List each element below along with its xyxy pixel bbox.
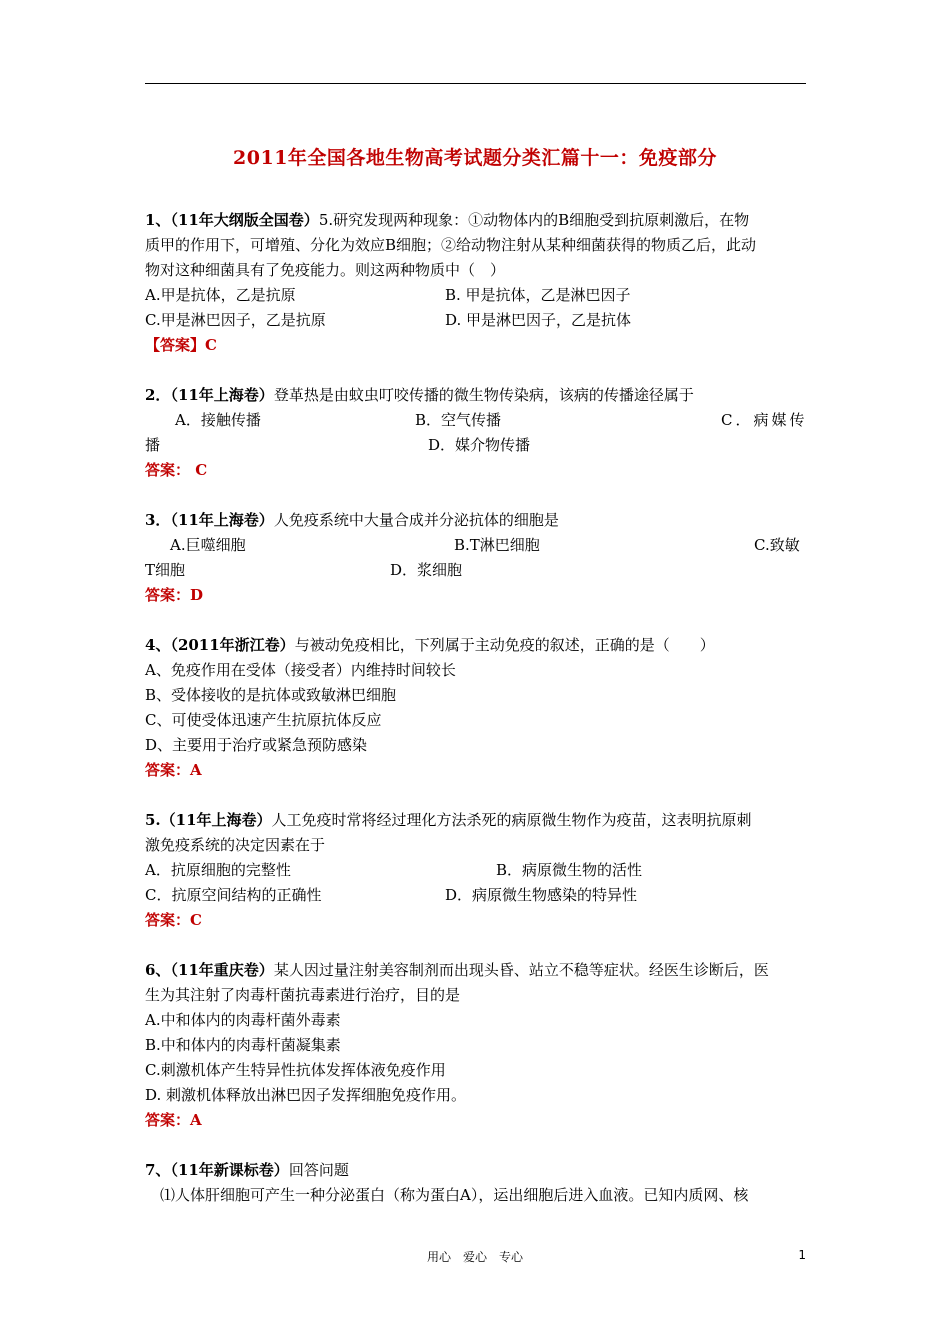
q3-option-d: D．浆细胞 bbox=[390, 561, 463, 579]
q1-option-d: D. 甲是淋巴因子，乙是抗体 bbox=[445, 311, 632, 329]
q1-answer: 【答案】C bbox=[145, 336, 217, 354]
header-rule bbox=[145, 83, 806, 84]
q6-text1: 某人因过量注射美容制剂而出现头昏、站立不稳等症状。经医生诊断后，医 bbox=[273, 961, 769, 979]
q2-answer: 答案： C bbox=[145, 461, 208, 479]
q6-line1 bbox=[145, 958, 769, 983]
q5-option-b: B．病原微生物的活性 bbox=[496, 861, 643, 879]
q6-number: 6、 bbox=[145, 961, 171, 979]
q6-option-c: C.刺激机体产生特异性抗体发挥体液免疫作用 bbox=[145, 1061, 446, 1079]
q3-source: （11年上海卷） bbox=[170, 511, 274, 529]
q5-option-a: A．抗原细胞的完整性 bbox=[145, 861, 291, 879]
q4-answer: 答案：A bbox=[145, 761, 202, 779]
q2-option-a: A．接触传播 bbox=[175, 411, 261, 429]
q6-option-b: B.中和体内的肉毒杆菌凝集素 bbox=[145, 1036, 341, 1054]
q3-text1: 人免疫系统中大量合成并分泌抗体的细胞是 bbox=[273, 511, 559, 529]
q3-answer: 答案：D bbox=[145, 586, 204, 604]
q7-line2: ⑴人体肝细胞可产生一种分泌蛋白（称为蛋白A），运出细胞后进入血液。已知内质网、核 bbox=[160, 1186, 749, 1204]
q4-line1 bbox=[145, 633, 715, 658]
q5-line1 bbox=[145, 808, 752, 833]
q6-option-a: A.中和体内的肉毒杆菌外毒素 bbox=[145, 1011, 341, 1029]
q3-option-a: A.巨噬细胞 bbox=[170, 536, 246, 554]
q7-text1: 回答问题 bbox=[288, 1161, 349, 1179]
q1-line2: 质甲的作用下，可增殖、分化为效应B细胞；②给动物注射从某种细菌获得的物质乙后，此动 bbox=[145, 236, 757, 254]
q2-text1: 登革热是由蚊虫叮咬传播的微生物传染病，该病的传播途径属于 bbox=[273, 386, 694, 404]
q5-source: （11年上海卷） bbox=[160, 811, 272, 829]
q6-answer: 答案：A bbox=[145, 1111, 202, 1129]
q3-option-b: B.T淋巴细胞 bbox=[454, 536, 540, 554]
q2-option-c-cont: 播 bbox=[145, 436, 161, 454]
q5-answer: 答案：C bbox=[145, 911, 202, 929]
q5-option-d: D．病原微生物感染的特异性 bbox=[445, 886, 638, 904]
page-title: 2011年全国各地生物高考试题分类汇篇十一：免疫部分 bbox=[233, 147, 717, 169]
q2-line1 bbox=[145, 383, 694, 408]
q5-number: 5. bbox=[145, 811, 161, 829]
q6-option-d: D. 刺激机体释放出淋巴因子发挥细胞免疫作用。 bbox=[145, 1086, 467, 1104]
q4-number: 4、 bbox=[145, 636, 171, 654]
q6-line2: 生为其注射了肉毒杆菌抗毒素进行治疗，目的是 bbox=[145, 986, 461, 1004]
q3-number: 3． bbox=[145, 511, 171, 529]
q5-text1: 人工免疫时常将经过理化方法杀死的病原微生物作为疫苗，这表明抗原刺 bbox=[271, 811, 752, 829]
q1-option-c: C.甲是淋巴因子，乙是抗原 bbox=[145, 311, 326, 329]
q1-option-b: B. 甲是抗体，乙是淋巴因子 bbox=[445, 286, 631, 304]
q3-option-c-cont: T细胞 bbox=[145, 561, 186, 579]
q7-source: （11年新课标卷） bbox=[170, 1161, 289, 1179]
q2-number: 2． bbox=[145, 386, 171, 404]
q2-option-d: D．媒介物传播 bbox=[428, 436, 531, 454]
q3-option-c: C.致敏 bbox=[754, 536, 800, 554]
q6-source: （11年重庆卷） bbox=[170, 961, 274, 979]
q7-number: 7、 bbox=[145, 1161, 171, 1179]
page-number: 1 bbox=[798, 1248, 806, 1262]
q1-option-a: A.甲是抗体，乙是抗原 bbox=[145, 286, 296, 304]
page-footer: 用心 爱心 专心 bbox=[426, 1250, 523, 1264]
q5-line2: 激免疫系统的决定因素在于 bbox=[145, 836, 326, 854]
q1-source: （11年大纲版全国卷） bbox=[170, 211, 319, 229]
q4-option-b: B、受体接收的是抗体或致敏淋巴细胞 bbox=[145, 686, 397, 704]
q2-source: （11年上海卷） bbox=[170, 386, 274, 404]
q4-option-c: C、可使受体迅速产生抗原抗体反应 bbox=[145, 711, 382, 729]
q2-option-c: C．病媒传 bbox=[721, 411, 808, 429]
q1-line1 bbox=[145, 208, 749, 233]
q4-text1: 与被动免疫相比，下列属于主动免疫的叙述，正确的是（ ） bbox=[294, 636, 715, 654]
q3-line1 bbox=[145, 508, 559, 533]
q4-option-d: D、主要用于治疗或紧急预防感染 bbox=[145, 736, 368, 754]
q1-line3: 物对这种细菌具有了免疫能力。则这两种物质中（ ） bbox=[145, 261, 506, 279]
q1-text1: 5.研究发现两种现象：①动物体内的B细胞受到抗原刺激后，在物 bbox=[318, 211, 750, 229]
q4-source: （2011年浙江卷） bbox=[170, 636, 295, 654]
q1-number: 1、 bbox=[145, 211, 171, 229]
q5-option-c: C．抗原空间结构的正确性 bbox=[145, 886, 322, 904]
q7-line1 bbox=[145, 1158, 349, 1183]
q2-option-b: B．空气传播 bbox=[415, 411, 502, 429]
q4-option-a: A、免疫作用在受体（接受者）内维持时间较长 bbox=[145, 661, 456, 679]
